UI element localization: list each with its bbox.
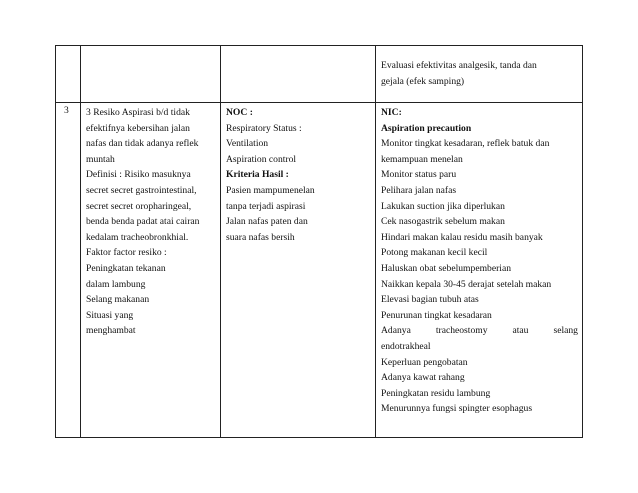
text-line: kemampuan menelan <box>381 153 463 165</box>
text-line: dalam lambung <box>86 278 146 290</box>
text-line: 3 Resiko Aspirasi b/d tidak <box>86 107 190 118</box>
text-line: Jalan nafas paten dan <box>226 216 308 228</box>
cell-diagnosis-empty <box>81 46 221 103</box>
text-line: benda benda padat atai cairan <box>86 216 200 228</box>
text-line: Evaluasi efektivitas analgesik, tanda dan <box>381 60 537 71</box>
text-line: Keperluan pengobatan <box>381 356 468 368</box>
justified-line <box>381 323 578 339</box>
text-line: Situasi yang <box>86 309 134 321</box>
table-row <box>56 103 583 438</box>
text-line: Pasien mampumenelan <box>226 184 315 196</box>
text-line: kedalam tracheobronkhial. <box>86 231 189 243</box>
text-line: secret secret gastrointestinal, <box>86 184 197 196</box>
word: Adanya <box>381 325 411 337</box>
text-line: Selang makanan <box>86 294 150 306</box>
text-line: Definisi : Risiko masuknya <box>86 169 191 181</box>
text-line: Haluskan obat sebelumpemberian <box>381 262 512 274</box>
text-line: muntah <box>86 153 115 165</box>
cell-diagnosis <box>81 103 221 438</box>
text-line: secret secret oropharingeal, <box>86 200 192 212</box>
cell-evaluation <box>376 46 583 103</box>
table-row <box>56 46 583 103</box>
cell-noc-empty <box>221 46 376 103</box>
cell-noc <box>221 103 376 438</box>
text-line: Potong makanan kecil kecil <box>381 247 488 259</box>
text-line: endotrakheal <box>381 340 431 352</box>
word: selang <box>553 325 578 337</box>
text-line: nafas dan tidak adanya reflek <box>86 138 199 150</box>
text-line: gejala (efek samping) <box>381 75 465 87</box>
text-line: Elevasi bagian tubuh atas <box>381 294 479 306</box>
word: atau <box>512 325 529 337</box>
cell-number-empty <box>56 46 81 103</box>
text-line: suara nafas bersih <box>226 231 295 243</box>
text-line: Ventilation <box>226 138 269 150</box>
text-line: Cek nasogastrik sebelum makan <box>381 216 505 228</box>
text-line: Monitor tingkat kesadaran, reflek batuk dan <box>381 138 550 150</box>
text-line: Naikkan kepala 30-45 derajat setelah makan <box>381 278 552 290</box>
text-line: Peningkatan residu lambung <box>381 387 491 399</box>
text-line: Adanya kawat rahang <box>381 372 465 384</box>
criteria-heading: Kriteria Hasil : <box>226 169 289 181</box>
word: tracheostomy <box>435 325 488 337</box>
text-line: Aspiration control <box>226 153 297 165</box>
text-line: Penurunan tingkat kesadaran <box>381 309 492 321</box>
noc-heading: NOC : <box>226 107 253 118</box>
care-plan-table <box>55 45 583 438</box>
text-line: Hindari makan kalau residu masih banyak <box>381 231 543 243</box>
text-line: Respiratory Status : <box>226 122 302 134</box>
text-line: menghambat <box>86 325 136 337</box>
text-line: Monitor status paru <box>381 169 457 181</box>
nic-subheading: Aspiration precaution <box>381 122 472 134</box>
nic-heading: NIC: <box>381 107 402 118</box>
text-line: tanpa terjadi aspirasi <box>226 200 306 212</box>
row-number: 3 <box>56 103 81 438</box>
text-line: Peningkatan tekanan <box>86 262 166 274</box>
text-line: Pelihara jalan nafas <box>381 184 457 196</box>
text-line: Lakukan suction jika diperlukan <box>381 200 505 212</box>
cell-nic <box>376 103 583 438</box>
text-line: Menurunnya fungsi spingter esophagus <box>381 403 533 415</box>
text-line: efektifnya kebersihan jalan <box>86 122 190 134</box>
text-line: Faktor factor resiko : <box>86 247 167 259</box>
